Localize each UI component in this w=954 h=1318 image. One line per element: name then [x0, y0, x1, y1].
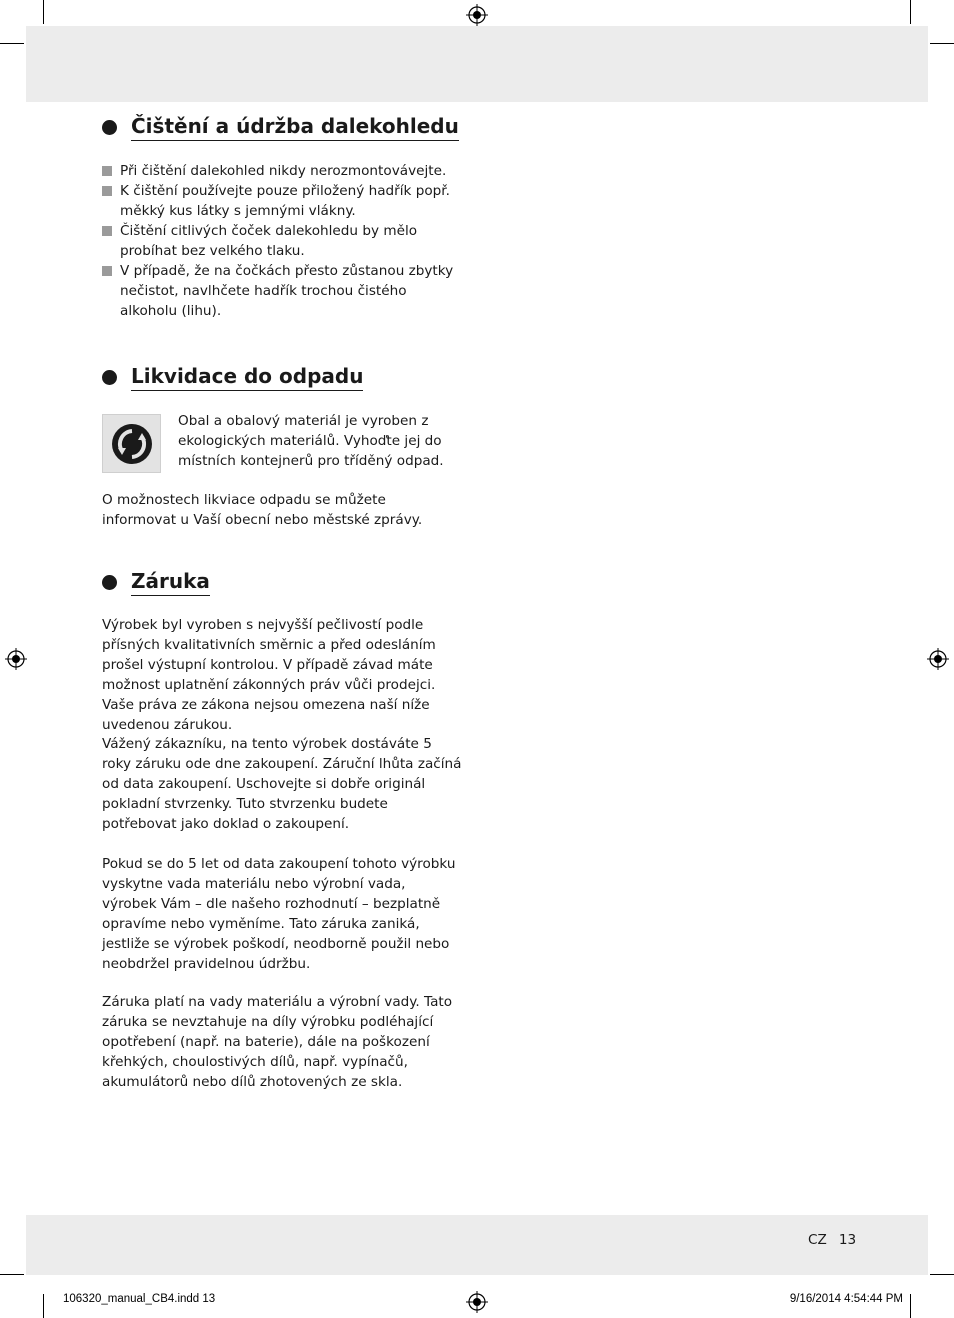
- warranty-paragraph: Pokud se do 5 let od data zakoupení tohoto výrobku vyskytne vada materiálu nebo výrobní vada, výrobek Vám – dle našeho rozhodnutí – bezplatně opravíme nebo vyměníme. Tato záruka zaniká, jestliže se výrobek poškodí, neodborně použil nebo neobdržel pravidelnou údržbu.: [102, 856, 456, 972]
- list-item: V případě, že na čočkách přesto zůstanou zbytky nečistot, navlhčete hadřík trochou čistého alkoholu (lihu).: [102, 261, 464, 321]
- warranty-paragraph: Záruka platí na vady materiálu a výrobní vady. Tato záruka se nevztahuje na díly výrobku podléhající opotřebení (např. na baterie), dále na poškození křehkých, choulostivých dílů, např. vypínačů, akumulátorů nebo dílů zhotovených ze skla.: [102, 994, 453, 1090]
- heading-bullet-icon: [102, 370, 117, 385]
- section-title: Záruka: [131, 569, 210, 596]
- crop-mark: [43, 0, 44, 24]
- registration-mark-icon: [466, 1291, 488, 1313]
- heading-bullet-icon: [102, 575, 117, 590]
- cleaning-list: [102, 161, 464, 321]
- crop-mark: [930, 43, 954, 44]
- crop-mark: [43, 1294, 44, 1318]
- section-heading-cleaning: [102, 114, 459, 141]
- slug-datetime: 9/16/2014 4:54:44 PM: [789, 1293, 903, 1305]
- section-title: Čištění a údržba dalekohledu: [131, 114, 459, 141]
- crop-mark: [0, 1274, 24, 1275]
- page-footer: [808, 1232, 856, 1248]
- header-band: [26, 26, 928, 102]
- registration-mark-icon: [466, 4, 488, 26]
- warranty-paragraph: Vážený zákazníku, na tento výrobek dostáváte 5 roky záruku ode dne zakoupení. Záruční lhůta začíná od data zakoupení. Uschovejte si dobře originál pokladní stvrzenky. Tuto stvrzenku budete potřebovat jako doklad o zakoupení.: [102, 736, 462, 832]
- crop-mark: [910, 0, 911, 24]
- disposal-info-text: O možnostech likviace odpadu se můžete informovat u Vaší obecní nebo městské zprávy.: [102, 492, 423, 528]
- list-item: K čištění používejte pouze přiložený hadřík popř. měkký kus látky s jemnými vlákny.: [102, 181, 464, 221]
- packaging-text: Obal a obalový materiál je vyroben z ekologických materiálů. Vyhoďte jej do místních kontejnerů pro tříděný odpad.: [178, 413, 444, 469]
- crop-mark: [0, 43, 24, 44]
- heading-bullet-icon: [102, 120, 117, 135]
- list-item: Čištění citlivých čoček dalekohledu by mělo probíhat bez velkého tlaku.: [102, 221, 464, 261]
- square-bullet-icon: [102, 266, 112, 276]
- square-bullet-icon: [102, 226, 112, 236]
- registration-mark-icon: [927, 648, 949, 670]
- warranty-paragraph: Výrobek byl vyroben s nejvyšší pečlivostí podle přísných kvalitativních směrnic a před odesláním prošel výstupní kontrolou. V případě závad máte možnost uplatnění zákonných práv vůči prodejci. Vaše práva ze zákona nejsou omezena naší níže uvedenou zárukou.: [102, 617, 436, 733]
- crop-mark: [930, 1274, 954, 1275]
- language-code: CZ: [808, 1232, 827, 1248]
- page-number: 13: [838, 1232, 857, 1248]
- registration-mark-icon: [5, 648, 27, 670]
- square-bullet-icon: [102, 166, 112, 176]
- footer-band: [26, 1215, 928, 1275]
- section-title: Likvidace do odpadu: [131, 364, 363, 391]
- square-bullet-icon: [102, 186, 112, 196]
- crop-mark: [910, 1294, 911, 1318]
- section-heading-warranty: [102, 569, 210, 596]
- section-heading-disposal: [102, 364, 363, 391]
- slug-filename: 106320_manual_CB4.indd 13: [63, 1293, 216, 1305]
- green-dot-recycle-icon: [102, 414, 161, 473]
- list-item: Při čištění dalekohled nikdy nerozmontovávejte.: [102, 161, 464, 181]
